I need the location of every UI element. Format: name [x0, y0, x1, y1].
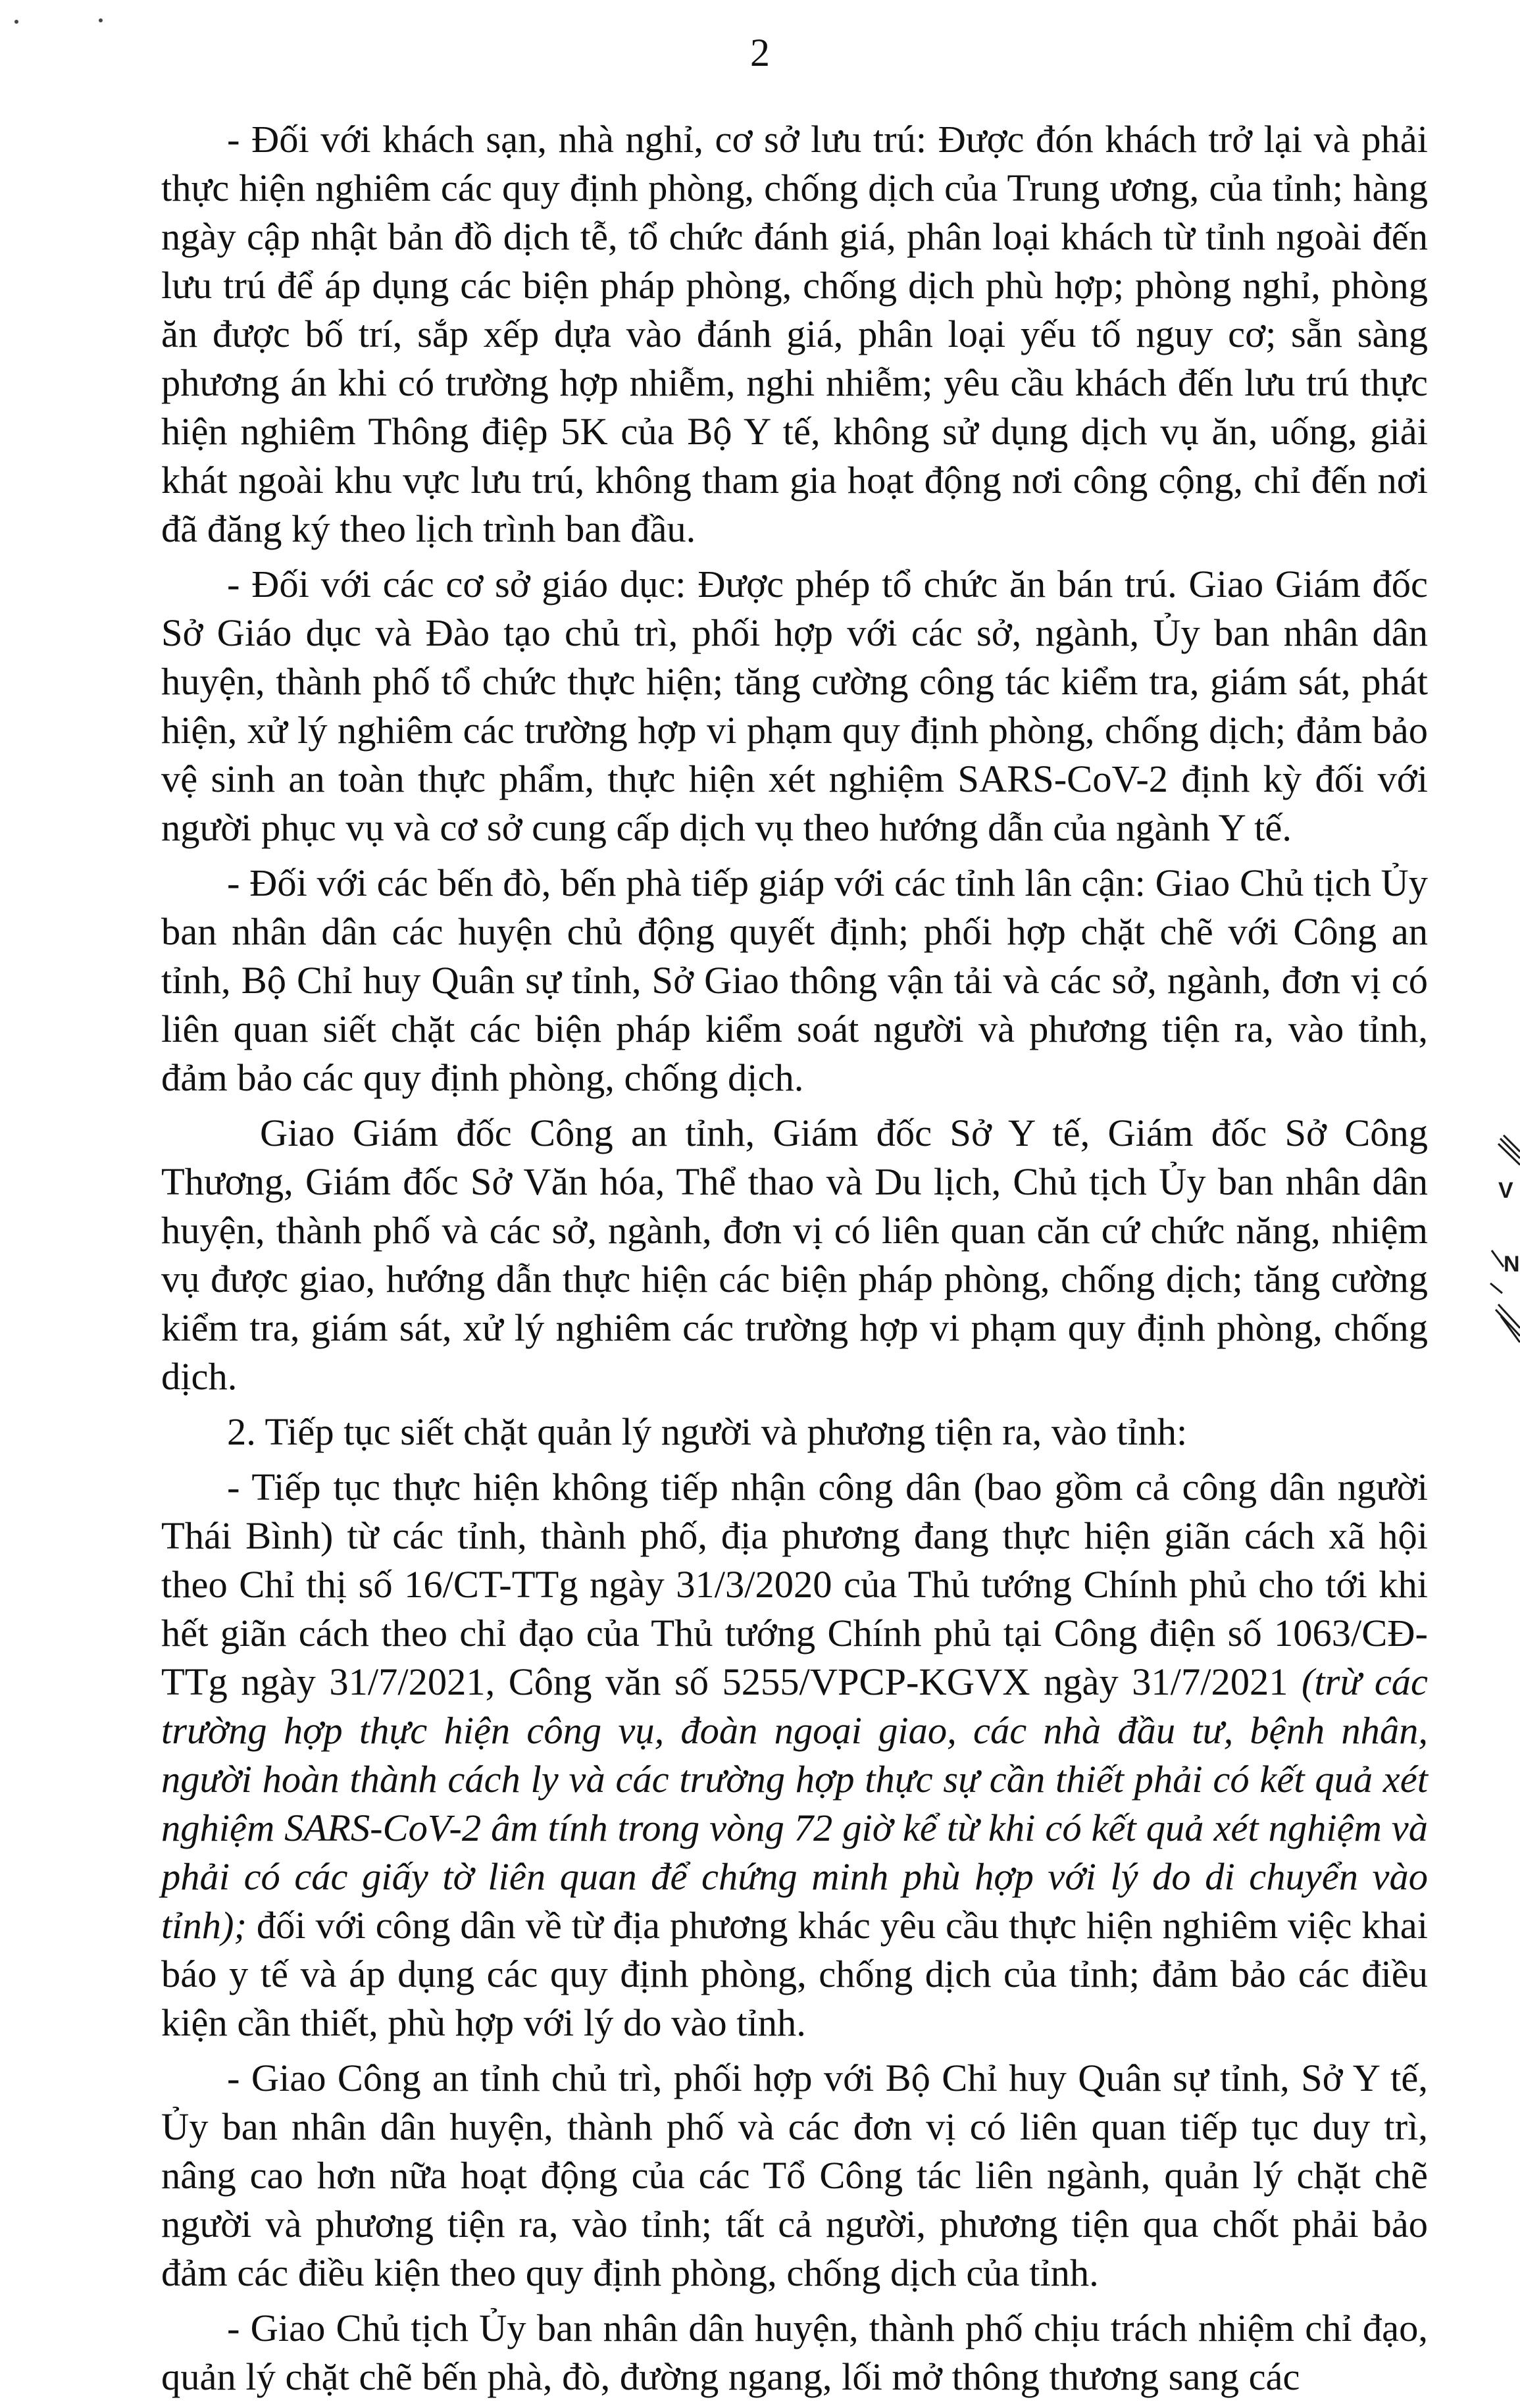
paragraph-citizen-entry [161, 1463, 1428, 2047]
document-body [161, 115, 1428, 2408]
paragraph-citizen-entry-exceptions: (trừ các trường hợp thực hiện công vụ, đoàn ngoại giao, các nhà đầu tư, bệnh nhân, người hoàn thành cách ly và các trường hợp thực sự cần thiết phải có kết quả xét nghiệm SARS-CoV-2 âm tính trong vòng 72 giờ kể từ khi có kết quả xét nghiệm và phải có các giấy tờ liên quan để chứng minh phù hợp với lý do di chuyển vào tỉnh); [161, 1660, 1429, 1947]
paragraph-chairman: - Giao Chủ tịch Ủy ban nhân dân huyện, thành phố chịu trách nhiệm chỉ đạo, quản lý chặt chẽ bến phà, đò, đường ngang, lối mở thông thương sang các [161, 2307, 1428, 2398]
paragraph-education: - Đối với các cơ sở giáo dục: Được phép tổ chức ăn bán trú. Giao Giám đốc Sở Giáo dục và Đào tạo chủ trì, phối hợp với các sở, ngành, Ủy ban nhân dân huyện, thành phố tổ chức thực hiện; tăng cường công tác kiểm tra, giám sát, phát hiện, xử lý nghiêm các trường hợp vi phạm quy định phòng, chống dịch; đảm bảo vệ sinh an toàn thực phẩm, thực hiện xét nghiệm SARS-CoV-2 định kỳ đối với người phục vụ và cơ sở cung cấp dịch vụ theo hướng dẫn của ngành Y tế. [161, 563, 1428, 849]
paragraph-citizen-entry-text: - Tiếp tục thực hiện không tiếp nhận công dân (bao gồm cả công dân người Thái Bình) từ các tỉnh, thành phố, địa phương đang thực hiện giãn cách xã hội theo Chỉ thị số 16/CT-TTg ngày 31/3/2020 của Thủ tướng Chính phủ cho tới khi hết giãn cách theo chỉ đạo của Thủ tướng Chính phủ tại Công điện số 1063/CĐ-TTg ngày 31/7/2021, Công văn số 5255/VPCP-KGVX ngày 31/7/2021 [161, 1466, 1428, 1703]
page-number: 2 [750, 31, 770, 74]
stamp-letter-v: V [1498, 1178, 1513, 1203]
paragraph-hotels: - Đối với khách sạn, nhà nghỉ, cơ sở lưu trú: Được đón khách trở lại và phải thực hiện nghiêm các quy định phòng, chống dịch của Trung ương, của tỉnh; hàng ngày cập nhật bản đồ dịch tễ, tổ chức đánh giá, phân loại khách từ tỉnh ngoài đến lưu trú để áp dụng các biện pháp phòng, chống dịch phù hợp; phòng nghỉ, phòng ăn được bố trí, sắp xếp dựa vào đánh giá, phân loại yếu tố nguy cơ; sẵn sàng phương án khi có trường hợp nhiễm, nghi nhiễm; yêu cầu khách đến lưu trú thực hiện nghiêm Thông điệp 5K của Bộ Y tế, không sử dụng dịch vụ ăn, uống, giải khát ngoài khu vực lưu trú, không tham gia hoạt động nơi công cộng, chỉ đến nơi đã đăng ký theo lịch trình ban đầu. [161, 118, 1428, 550]
scan-speck [99, 18, 103, 22]
scan-speck [14, 20, 18, 24]
paragraph-police: - Giao Công an tỉnh chủ trì, phối hợp với Bộ Chỉ huy Quân sự tỉnh, Sở Y tế, Ủy ban nhân dân huyện, thành phố và các đơn vị có liên quan tiếp tục duy trì, nâng cao hơn nữa hoạt động của các Tổ Công tác liên ngành, quản lý chặt chẽ người và phương tiện ra, vào tỉnh; tất cả người, phương tiện qua chốt phải bảo đảm các điều kiện theo quy định phòng, chống dịch của tỉnh. [161, 2057, 1428, 2294]
paragraph-citizen-entry-continuation: đối với công dân về từ địa phương khác yêu cầu thực hiện nghiêm việc khai báo y tế và áp dụng các quy định phòng, chống dịch của tỉnh; đảm bảo các điều kiện cần thiết, phù hợp với lý do vào tỉnh. [161, 1904, 1428, 2044]
stamp-fragment [1484, 1125, 1520, 1343]
section-heading-2: 2. Tiếp tục siết chặt quản lý người và phương tiện ra, vào tỉnh: [227, 1410, 1188, 1453]
paragraph-assignment: Giao Giám đốc Công an tỉnh, Giám đốc Sở Y tế, Giám đốc Sở Công Thương, Giám đốc Sở Văn hóa, Thể thao và Du lịch, Chủ tịch Ủy ban nhân dân huyện, thành phố và các sở, ngành, đơn vị có liên quan căn cứ chức năng, nhiệm vụ được giao, hướng dẫn thực hiện các biện pháp phòng, chống dịch; tăng cường kiểm tra, giám sát, xử lý nghiêm các trường hợp vi phạm quy định phòng, chống dịch. [161, 1112, 1428, 1398]
paragraph-ferries: - Đối với các bến đò, bến phà tiếp giáp với các tỉnh lân cận: Giao Chủ tịch Ủy ban nhân dân các huyện chủ động quyết định; phối hợp chặt chẽ với Công an tỉnh, Bộ Chỉ huy Quân sự tỉnh, Sở Giao thông vận tải và các sở, ngành, đơn vị có liên quan siết chặt các biện pháp kiểm soát người và phương tiện ra, vào tỉnh, đảm bảo các quy định phòng, chống dịch. [161, 861, 1428, 1099]
stamp-letter-n: N [1504, 1252, 1520, 1277]
